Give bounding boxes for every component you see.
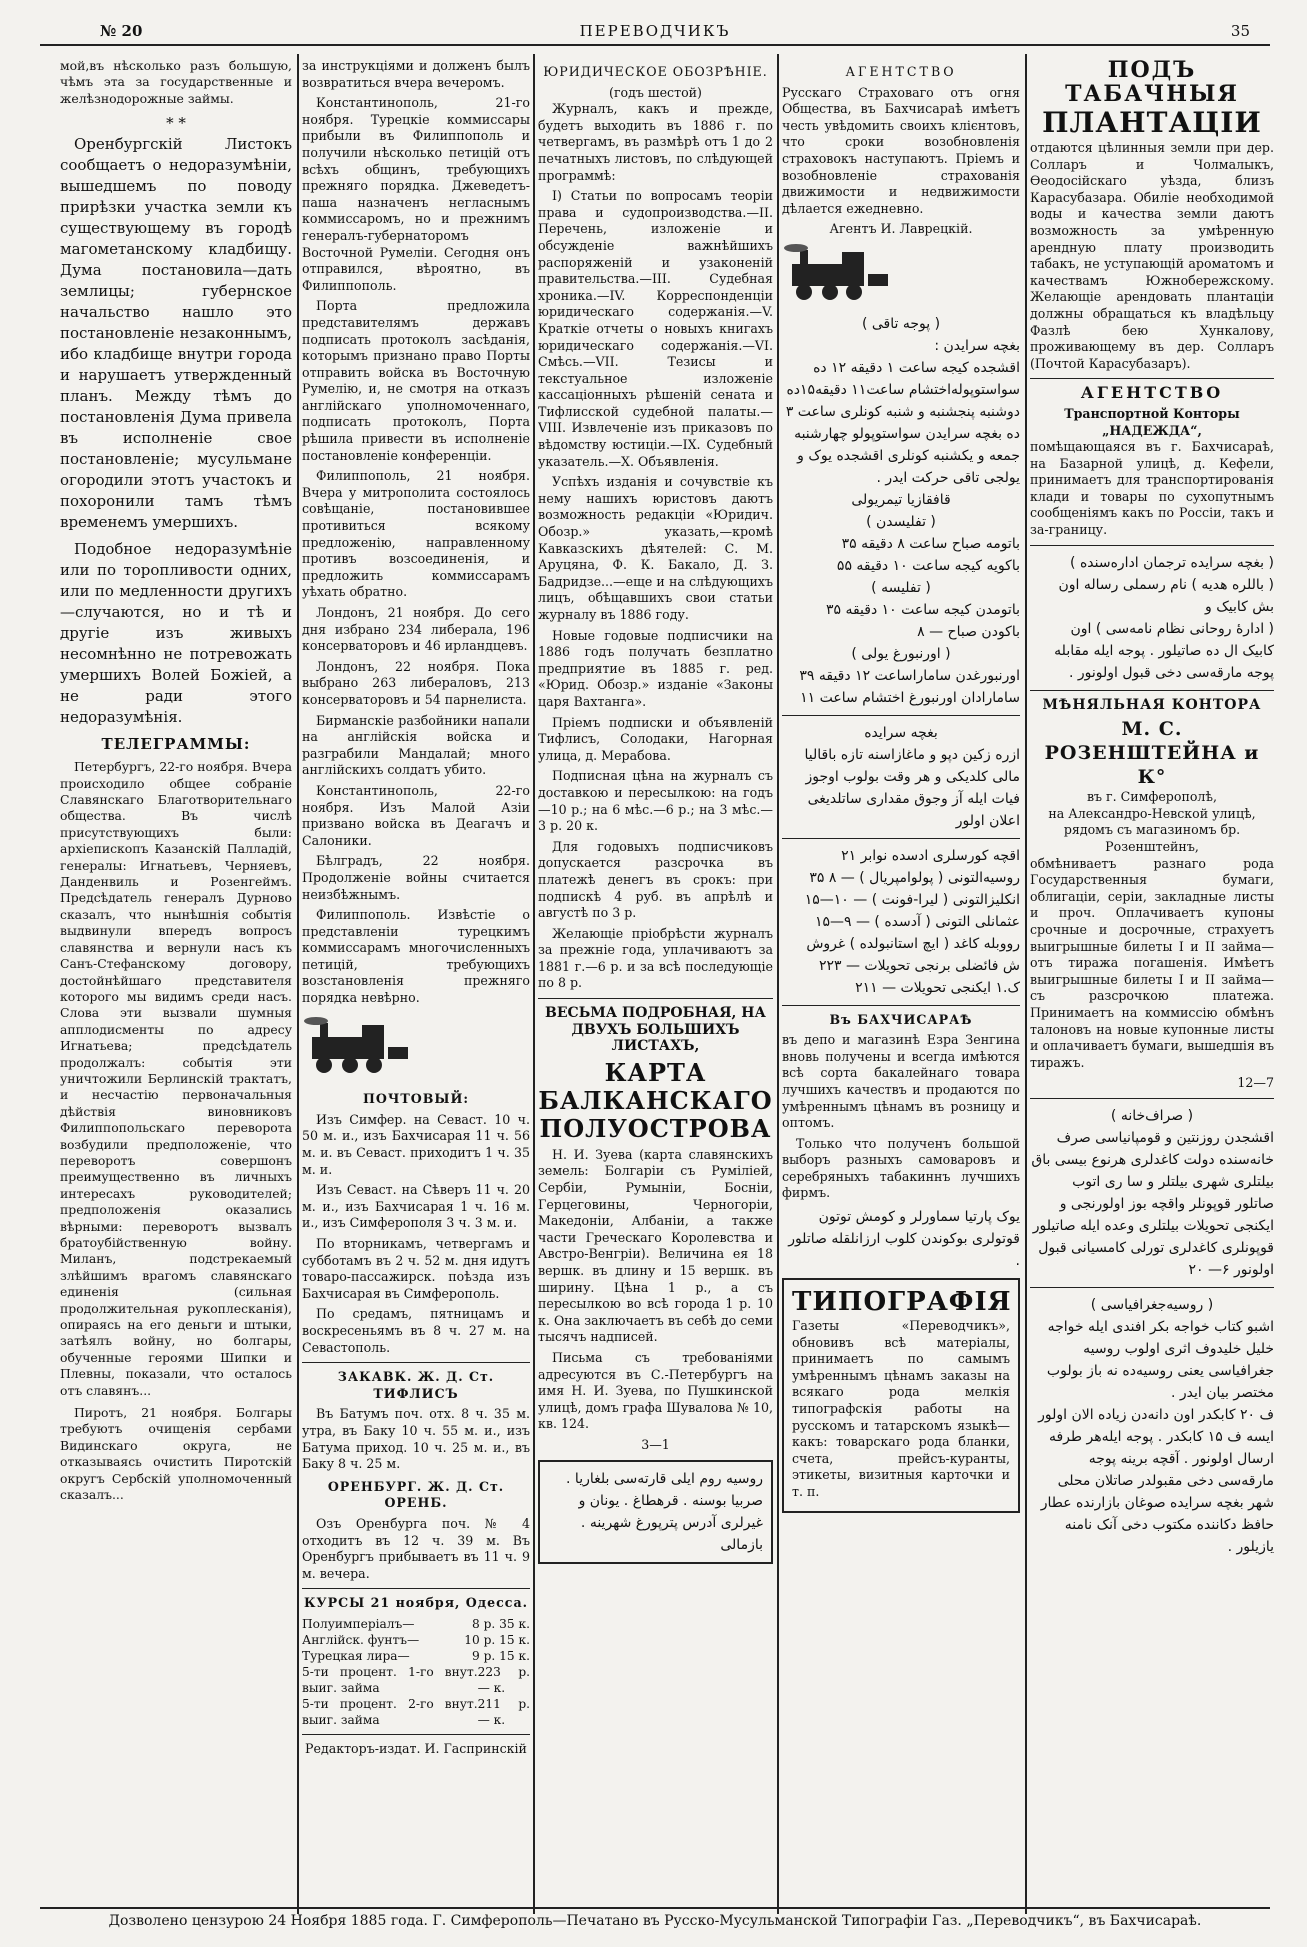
- tobacco-heading-2: ПЛАНТАЦІИ: [1042, 106, 1262, 139]
- agency-heading: АГЕНТСТВО: [845, 64, 957, 79]
- agency-subheading: Транспортной Конторы: [1064, 405, 1240, 421]
- arabic-line: کابیک ال ده صاتیلور . پوجه ایله مقابله: [1054, 642, 1274, 659]
- ad-text: I) Статьи по вопросамъ теоріи права и судопроизводства.—II. Перечень, изложеніе и обсужденіе важнѣйшихъ распоряженій и узаконеній правительства.—III. Судебная хроника.—IV. Корреспонденціи юридическаго содержанія.—V. Краткіе отчеты о новыхъ книгахъ юридическаго содержанія.—VI. Смѣсь.—VII. Тезисы и текстуальное изложеніе кассаціонныхъ рѣшеній сената и Тифлисской судебной палаты.—VIII. Извлеченіе изъ приказовъ по вѣдомству юстиціи.—IX. Судебный указатель.—X. Объявленія.: [538, 188, 773, 469]
- page-header: [40, 22, 1270, 46]
- divider: [1030, 545, 1274, 546]
- schedule-text: Озъ Оренбурга поч. № 4 отходитъ въ 12 ч. 39 м. Въ Оренбургъ прибываетъ въ 11 ч. 9 м. вечера.: [302, 1515, 530, 1581]
- telegram-text: Константинополь, 22-го ноября. Изъ Малой Азіи призвано войска въ Деагачъ и Салоники.: [302, 782, 530, 848]
- arabic-line: ده بغچه سرایدن سواستوپولو چهارشنبه: [794, 425, 1020, 442]
- arabic-heading: ( صراف‌خانه ): [1110, 1107, 1194, 1124]
- ad-number: 12—7: [1237, 1075, 1274, 1091]
- agent-name: Агентъ И. Лаврецкій.: [829, 221, 973, 237]
- telegram-text: Филиппополь, 21 ноября. Вчера у митрополита состоялось совѣщаніе, постановившее противиться всякому предложенію, направленному противъ возсоединенія, и предложить коммиссарамъ уѣхать обратно.: [302, 468, 530, 600]
- arabic-line: باتومه صباح ساعت ۸ دقیقه ۳۵: [841, 535, 1020, 552]
- separator-stars: * *: [166, 114, 186, 133]
- rate-row: 5-ти процент. 1-го внут. выиг. займа 223 р. — к.: [302, 1664, 530, 1695]
- schedule-text: Въ Батумъ поч. отх. 8 ч. 35 м. утра, въ Баку 10 ч. 55 м. и., изъ Батума приход. 10 ч. 25 м. и., въ Баку 8 ч. 25 м.: [302, 1406, 530, 1472]
- divider: [782, 715, 1020, 716]
- ad-text: Н. И. Зуева (карта славянскихъ земель: Болгаріи съ Руміліей, Сербіи, Румыніи, Босніи, Герцеговины, Черногоріи, Македоніи, Албаніи, а также части Греческаго Королевства и Австро-Венгріи). Величина ея 18 вершк. въ длину и 15 вершк. въ ширину. Цѣна 1 р., а съ пересылкою во всѣ города 1 р. 10 к. Она заключаетъ въ себѣ до семи тысячъ надписей.: [538, 1146, 773, 1345]
- rates-list: [302, 1616, 530, 1728]
- divider: [1030, 690, 1274, 691]
- editor-line: Редакторъ-издат. И. Гаспринскій: [305, 1740, 527, 1756]
- exchange-heading: МѢНЯЛЬНАЯ КОНТОРА: [1042, 696, 1262, 713]
- rate-row: Турецкая лира— 9 р. 15 к.: [302, 1648, 530, 1663]
- arabic-paragraph: یوک پارتیا سماورلر و کومش توتون قوتولری بوکوندن کلوب ارزانلقله صاتلور .: [788, 1209, 1020, 1270]
- divider: [302, 1588, 530, 1589]
- exchange-name: М. С. РОЗЕНШТЕЙНА и К°: [1044, 718, 1260, 789]
- rate-row: Англійск. фунтъ— 10 р. 15 к.: [302, 1632, 530, 1647]
- telegram-text: Бѣлградъ, 22 ноября. Продолженіе войны считается неизбѣжнымъ.: [302, 853, 530, 902]
- ad-number: 3—1: [641, 1436, 670, 1452]
- locomotive-icon: [782, 244, 892, 302]
- railway-heading: ЗАКАВК. Ж. Д. Ст. ТИФЛИСЪ: [337, 1369, 495, 1401]
- article-text: Подобное недоразумѣніе или по торопливости одних, или по медленности другихъ—случаются, но и тѣ и другіе изъ живыхъ несомнѣнно не потревожать умершихъ Волей Божіей, а не ради этого недоразумѣнія.: [60, 540, 292, 727]
- post-heading: ПОЧТОВЫЙ:: [362, 1091, 470, 1107]
- ad-text: Журналъ, какъ и прежде, будетъ выходить въ 1886 г. по четвергамъ, въ размѣрѣ отъ 1 до 2 печатныхъ листовъ, по слѣдующей программѣ:: [538, 101, 773, 183]
- divider: [538, 998, 773, 999]
- column-4: [782, 58, 1020, 1898]
- arabic-line: یولجی تاقی حرکت ایدر .: [876, 469, 1020, 486]
- ad-text: Русскаго Страховаго отъ огня Общества, въ Бахчисараѣ имѣетъ честь увѣдомить своихъ клієнтовъ, что сроки возобновленія страховокъ наступаютъ. Пріемъ и возобновленіе страхованія движимости и недвижимости дѣлается ежедневно.: [782, 84, 1020, 216]
- arabic-paragraph: ازره زکین دپو و ماغازاسنه تازه باقالیا مالی کلدیکی و هر وقت بولوب اوجوز فیات ایله آز وجوق مقداری ساتلدیغی اعلان اولور: [804, 746, 1020, 829]
- divider: [302, 1734, 530, 1735]
- arabic-line: روسیه‌التونی ( پولوامپریال ) — ۸ ۳۵: [809, 869, 1020, 886]
- article-text: мой,въ нѣсколько разъ большую, чѣмъ эта за государственные и желѣзнодорожные займы.: [60, 58, 292, 106]
- column-rule: [297, 54, 299, 1914]
- ad-text: обмѣниваетъ разнаго рода Государственныя бумаги, облигаціи, серіи, закладные листы и проч. Оплачиваетъ купоны срочные и досрочные, страхуетъ выигрышные билеты I и II займа—отъ тиража погашенія. Имѣетъ выигрышные билеты I и II займа—съ разсрочкою платежа. Принимаетъ на коммиссію обмѣнъ талоновъ на новые купонные листы и оплачиваетъ бумаги, вышедшія въ тиражъ.: [1030, 855, 1274, 1070]
- arabic-line: ( باللره هدیه ) نام رسملی رساله اون: [1058, 576, 1274, 593]
- divider: [302, 1362, 530, 1363]
- journal-heading: ЮРИДИЧЕСКОЕ ОБОЗРѢНІЕ.: [543, 64, 768, 79]
- arabic-line: رووبله کاغد ( ایچ استانبولده ) غروش: [806, 935, 1020, 952]
- issue-number: № 20: [100, 22, 143, 40]
- arabic-heading: ( تفلیسه ): [871, 579, 931, 596]
- shop-heading: Въ БАХЧИСАРАѢ: [829, 1011, 973, 1027]
- ad-text: помѣщающаяся въ г. Бахчисараѣ, на Базарной улицѣ, д. Кефели, принимаетъ для транспортированія клади и товары по сухопутнымъ сообщеніямъ какъ по Россіи, такъ и за-границу.: [1030, 439, 1274, 538]
- schedule-text: Изъ Симфер. на Севаст. 10 ч. 50 м. и., изъ Бахчисарая 11 ч. 56 м. и. въ Севаст. приходитъ 1 ч. 35 м. и.: [302, 1111, 530, 1177]
- arabic-line: ش فائضلی برنجی تحویلات — ۲۲۳: [818, 957, 1020, 974]
- column-rule: [777, 54, 779, 1914]
- arabic-ad-box: روسیه روم ایلی قارتەسی بلغاریا . صربیا بوسنه . قرهطاغ . یونان و غیرلری آدرس پترپورغ شهرینه . بازمالی: [538, 1460, 773, 1564]
- exchange-city: въ г. Симферополѣ,: [1086, 789, 1218, 805]
- telegram-text: Бирманскіе разбойники напали на англійскія войска и разграбили Мандалай; много англійскихъ солдатъ убито.: [302, 712, 530, 778]
- arabic-line: باکویه کیجه ساعت ۱۰ دقیقه ۵۵: [836, 557, 1020, 574]
- schedule-text: По вторникамъ, четвергамъ и субботамъ въ 2 ч. 52 м. дня идутъ товаро-пассажирск. поѣзда изъ Бахчисарая въ Симферополь.: [302, 1236, 530, 1301]
- arabic-line: باکودن صباح — ۸: [917, 623, 1020, 640]
- column-1: [60, 58, 292, 1898]
- ad-text: въ депо и магазинѣ Езра Зенгина вновь получены и всегда имѣются всѣ сорта бакалейнаго товара лучшихъ качествъ и продаются по умѣреннымъ цѣнамъ въ розницу и оптомъ.: [782, 1032, 1020, 1131]
- newspaper-title: ПЕРЕВОДЧИКЪ: [579, 22, 731, 40]
- arabic-heading: قافقازیا تیمریولی: [851, 491, 951, 508]
- rate-row: Полуимперіалъ— 8 р. 35 к.: [302, 1616, 530, 1631]
- column-rule: [533, 54, 535, 1914]
- column-2: [302, 58, 530, 1898]
- agency-heading: АГЕНТСТВО: [1080, 383, 1224, 403]
- ad-text: Желающіе пріобрѣсти журналъ за прежніе года, уплачиваютъ за 1881 г.—6 р. и за всѣ последующіе по 8 р.: [538, 925, 773, 991]
- telegram-text: Порта предложила представителямъ державъ подписать протоколъ засѣданія, которымъ признано право Порты отправить войска въ Восточную Румелію, и, не смотря на отказъ англійскаго уполномоченнаго, подписать протоколъ, Порта рѣшила привести въ исполненіе постановленіе конференціи.: [302, 298, 530, 463]
- divider: [782, 1005, 1020, 1006]
- arabic-heading: ( اورنبورغ یولی ): [851, 645, 951, 662]
- ad-text: Письма съ требованіями адресуются въ С.-Петербургъ на имя Н. И. Зуева, по Пушкинской улицѣ, домъ графа Шувалова № 10, кв. 124.: [538, 1349, 773, 1432]
- ad-text: отдаются цѣлинныя земли при дер. Солларъ и Чолмалыкъ, Ѳеодосійскаго уѣзда, близъ Карасубазара. Обиліе необходимой воды и качества земли даютъ возможность за умѣренную арендную плату производить табакъ, не уступающій ароматомъ и качествамъ Южнобережскому. Желающіе арендовать плантаціи должны обращаться къ владѣльцу Фазлѣ бею Хункалову, проживающему въ дер. Солларъ (Почтой Карасубазаръ).: [1030, 140, 1274, 371]
- arabic-line: ( بغچه سرایده ترجمان ادارەسنده ): [1070, 554, 1274, 571]
- arabic-line: اقچه کورسلری ادسده نوابر ۲۱: [841, 847, 1020, 864]
- arabic-line: بغچه سرایدن :: [934, 337, 1020, 354]
- telegram-text: Лондонъ, 21 ноября. До сего дня избрано 234 либерала, 196 консерваторовъ и 46 ирландцевъ.: [302, 605, 530, 654]
- arabic-heading: ( پوجه تاقی ): [861, 315, 941, 332]
- arabic-line: عثمانلی التونی ( آدسده ) — ۹—۱۵: [814, 913, 1020, 930]
- ad-text: Успѣхъ изданія и сочувствіе къ нему нашихъ юристовъ даютъ возможность редакціи «Юридич. Обозр.» указать,—кромѣ Кавказскихъ дѣятелей: С. М. Аруцяна, Ф. К. Бакало, Д. З. Бадридзе...—еще и на слѣдующихъ лицъ, обѣщавшихъ свои статьи журналу въ 1886 году.: [538, 474, 773, 622]
- arabic-heading: بغچه سرایده: [864, 724, 938, 741]
- ad-text: Подписная цѣна на журналъ съ доставкою и пересылкою: на годъ—10 р.; на 6 мѣс.—6 р.; на 3 мѣс.—3 р. 20 к.: [538, 768, 773, 834]
- rate-row: 5-ти процент. 2-го внут. выиг. займа 211 р. — к.: [302, 1696, 530, 1727]
- ad-text: Новые годовые подписчики на 1886 годъ получать безплатно предприятие въ 1885 г. ред. «Юрид. Обозр.» изданіе «Законы царя Вахтанга».: [538, 627, 773, 709]
- arabic-heading: ( روسیه‌جغرافیاسی ): [1090, 1296, 1214, 1313]
- schedule-text: Изъ Севаст. на Сѣверъ 11 ч. 20 м. и., изъ Бахчисарая 1 ч. 16 м. и., изъ Симферополя 3 ч. 3 м. и.: [302, 1182, 530, 1231]
- ad-text: Для годовыхъ подписчиковъ допускается разсрочка въ платежѣ денегъ въ срокъ: при подпискѣ 4 руб. въ апрѣлѣ и августѣ по 3 р.: [538, 838, 773, 921]
- arabic-line: دوشنبه پنجشنبه و شنبه کونلری ساعت ۳: [785, 403, 1020, 420]
- telegram-text: за инструкціями и долженъ былъ возвратиться вчера вечеромъ.: [302, 58, 530, 90]
- typography-heading: ТИПОГРАФІЯ: [792, 1287, 1012, 1318]
- telegram-text: Лондонъ, 22 ноября. Пока выбрано 263 либераловъ, 213 консерваторовъ и 54 парнелиста.: [302, 658, 530, 707]
- ad-text: Газеты «Переводчикъ», обновивъ всѣ матеріалы, принимаетъ по самымъ умѣреннымъ цѣнамъ заказы на всякаго рода мелкія типографскія работы на русскомъ и татарскомъ языкѣ—какъ: товарскаго рода бланки, счета, прейсъ-куранты, этикеты, визитныя карточки и т. п.: [792, 1318, 1010, 1499]
- arabic-paragraph: اقشجدن روزنتین و قومپانیاسی صرف خانەسنده دولت کاغدلری هرنوع بیسی باق بیلتلری شهری بیلتلر و سا ری اتوب صاتلور قوپونلر واقچه بوز اولورنجی و ایکنجی تحویلات بیلتلری وعده ایله صاتیلور قوپونلری کاغدلری تورلی کامسیانی قبول اولونور ۶— ۲۰: [1031, 1129, 1274, 1278]
- divider: [1030, 1287, 1274, 1288]
- column-rule: [1025, 54, 1027, 1914]
- schedule-text: По средамъ, пятницамъ и воскресеньямъ въ 8 ч. 27 м. на Севастополь.: [302, 1306, 530, 1355]
- map-ad-top: ВЕСЬМА ПОДРОБНАЯ, НА ДВУХЪ БОЛЬШИХЪ ЛИСТАХЪ,: [545, 1005, 766, 1055]
- locomotive-icon: [302, 1017, 412, 1075]
- arabic-line: سامارادان اورنبورغ اختشام ساعت ۱۱: [800, 689, 1020, 706]
- rates-heading: КУРСЫ 21 ноября, Одесса.: [303, 1595, 529, 1611]
- arabic-line: پوجه مارقەسی دخی قبول اولونور .: [1068, 664, 1274, 681]
- divider: [1030, 378, 1274, 379]
- column-3: [538, 58, 773, 1898]
- arabic-paragraph: ف ۲۰ کابکدر اون دانەدن زیاده الان اولور ایسه ف ۱۵ کابکدر . پوجه ایلەهر طرفه ارسال اولونور . آقچه برینه پوجه مارقەسی دخی مقبولدر صاتلان محلی شهر بغچه سرایده صوغان بازارنده عطار حافظ دکاننده مکتوب دخی آنک نامنه یازیلور .: [1038, 1406, 1274, 1555]
- ad-text: Только что полученъ большой выборъ разныхъ самоваровъ и серебряныхъ табакиннъ лучшихъ фирмъ.: [782, 1135, 1020, 1201]
- telegram-text: Пиротъ, 21 ноября. Болгары требуютъ очищенія сербами Видинскаго округа, не отказываясь очистить Пиротскій округъ Сербскій уполномоченный сказалъ...: [60, 1405, 292, 1503]
- arabic-line: اقشجده کیجه ساعت ۱ دقیقه ۱۲ ده: [813, 359, 1020, 376]
- column-5: [1030, 58, 1274, 1898]
- typography-ad-box: [782, 1278, 1020, 1513]
- telegrams-heading: ТЕЛЕГРАММЫ:: [101, 735, 251, 754]
- arabic-line: اورنبورغدن ساماراساعت ۱۲ دقیقه ۳۹: [799, 667, 1020, 684]
- railway-heading: ОРЕНБУРГ. Ж. Д. Ст. ОРЕНБ.: [327, 1478, 505, 1511]
- telegram-text: Петербургъ, 22-го ноября. Вчера происходило общее собраніе Славянскаго Благотворительнаго общества. Въ числѣ присутствующихъ были: архіепископъ Казанскій Палладій, генералы: Игнатьевъ, Черняевъ, Данденвиль и Розенгеймъ. Предсѣдатель генералъ Дурново сказалъ, что нынѣшнія событія выдвинули впередъ вопросъ славянства и вернули насъ къ Санъ-Стефанскому договору, достойнѣйшаго представителя которого мы видимъ среди насъ. Слова эти вызвали шумныя апплодисменты по адресу Игнатьева; предсѣдатель продолжалъ: событія эти уничтожили Берлинскій трактатъ, и несчастію первоначальныя дѣйствія виновниковъ Филиппопольскаго переворота возбудили предположеніе, что переворотъ совершонъ преимущественно въ личныхъ интересахъ руководителей; предположенія оказались вѣрными: переворотъ вызвалъ братоубійственную войну. Миланъ, подстрекаемый злѣйшимъ врагомъ славянскаго единенія (сильная продолжительная рукоплесканія), опираясь на его деньги и штыки, затѣялъ войну, но болгары, обученные героями Шипки и Плевны, показали, что осталось отъ славянъ...: [60, 759, 292, 1398]
- tobacco-heading: ПОДЪ ТАБАЧНЫЯ: [1065, 58, 1239, 107]
- article-text: Оренбургскій Листокъ сообщаетъ о недоразумѣніи, вышедшемъ по поводу прирѣзки участка земли къ существующему въ городѣ магометанскому кладбищу. Дума постановила—дать землицы; губернское начальство нашло это постановленіе незаконнымъ, ибо кладбище внутри города и нарушаетъ утвержденный планъ. Между тѣмъ до постановленія Дума привела въ исполненіе свое постановленіе; мусульмане огородили этотъ участокъ и похоронили тамъ тѣмъ временемъ умершихъ.: [60, 135, 292, 532]
- arabic-paragraph: اشبو کتاب خواجه بکر افندی ایله خواجه خلیل خلیدوف اثری اولوب روسیه جغرافیاسی یعنی روسیه‌ده نه باز بولوب مختصر بیان ایدر .: [1046, 1318, 1274, 1401]
- divider: [782, 838, 1020, 839]
- page-number: 35: [1230, 22, 1250, 40]
- arabic-line: ک.۱ ایکنجی تحویلات — ۲۱۱: [855, 979, 1020, 996]
- arabic-line: باتومدن کیجه ساعت ۱۰ دقیقه ۳۵: [825, 601, 1020, 618]
- arabic-line: بش کابیک و: [1205, 598, 1274, 615]
- censorship-footer: Дозволено цензурою 24 Ноября 1885 года. Г. Симферополь—Печатано въ Русско-Мусульманской Типографіи Газ. „Переводчикъ“, въ Бахчисараѣ.: [40, 1907, 1270, 1929]
- arabic-line: سواستوپولەاختشام ساعت۱۱ دقیقه۱۵ده: [786, 381, 1020, 398]
- agency-name: „НАДЕЖДА“,: [1102, 422, 1202, 438]
- telegram-text: Филиппополь. Извѣстіе о представленіи турецкимъ коммиссарамъ многочисленныхъ петицій, требующихъ возстановленія прежняго порядка невѣрно.: [302, 907, 530, 1006]
- journal-subheading: (годъ шестой): [609, 84, 702, 100]
- arabic-heading: ( تفلیسدن ): [866, 513, 936, 530]
- divider: [1030, 1098, 1274, 1099]
- telegram-text: Константинополь, 21-го ноября. Турецкіе коммиссары прибыли въ Филиппополь и получили нѣсколько петицій отъ всѣхъ общинъ, требующихъ прежняго порядка. Джеведетъ-паша назначенъ негласнымъ коммиссаромъ, но и прежнимъ генералъ-губернаторомъ Восточной Румеліи. Сегодня онъ отправился, вѣроятно, въ Филиппополь.: [302, 95, 530, 293]
- arabic-line: جمعه و یکشنبه کونلری اقشجده یوک و: [797, 447, 1020, 464]
- ad-text: Пріемъ подписки и объявленій Тифлисъ, Солодаки, Нагорная улица, д. Мерабова.: [538, 714, 773, 763]
- arabic-line: انکلیزالتونی ( لیرا-فونت ) — ۱۰—۱۵: [804, 891, 1020, 908]
- arabic-line: ( ادارهٔ روحانی نظام نامەسی ) اون: [1070, 620, 1274, 637]
- exchange-address: на Александро-Невской улицѣ, рядомъ съ магазиномъ бр. Розенштейнъ,: [1048, 805, 1256, 855]
- map-ad-title: КАРТА БАЛКАНСКАГО ПОЛУОСТРОВА: [538, 1057, 773, 1143]
